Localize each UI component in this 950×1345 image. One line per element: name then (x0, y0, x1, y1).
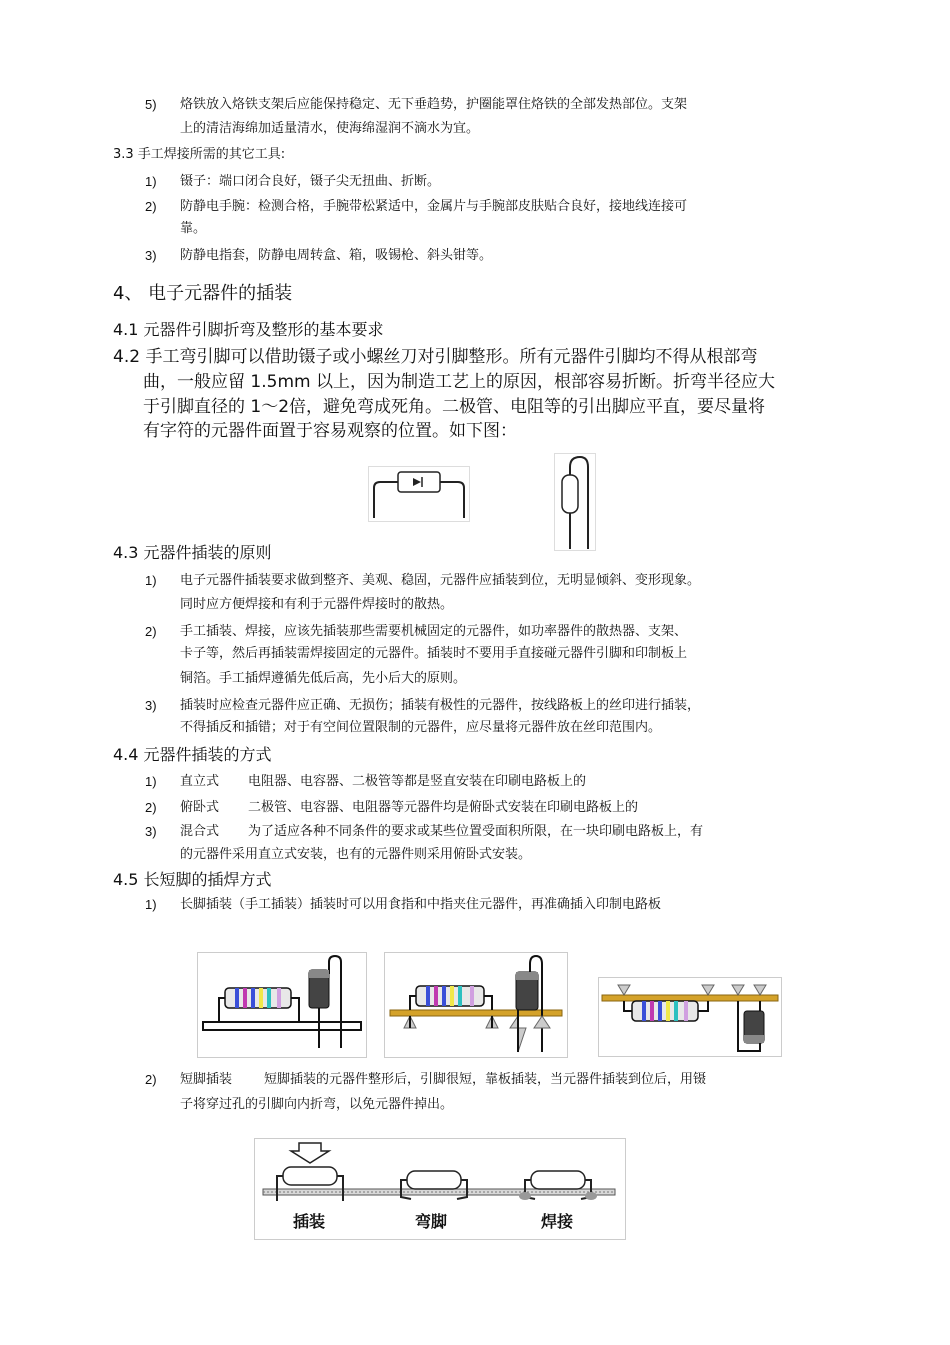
list-text: 镊子：端口闭合良好，镊子尖无扭曲、折断。 (180, 174, 441, 189)
list-text: 不得插反和插错；对于有空间位置限制的元器件，应尽量将元器件放在丝印范围内。 (180, 720, 662, 735)
section-heading: 3.3 手工焊接所需的其它工具: (113, 147, 286, 162)
list-number: 1) (145, 174, 157, 189)
section-heading: 4.4 元器件插装的方式 (113, 745, 272, 764)
list-text: 防静电指套，防静电周转盒、箱，吸锡枪、斜头钳等。 (180, 248, 493, 263)
list-text: 长脚插装（手工插装）插装时可以用食指和中指夹住元器件，再准确插入印制电路板 (180, 897, 662, 912)
long-lead-figure-1 (197, 952, 367, 1058)
long-lead-figure-3 (598, 977, 782, 1057)
long-lead-figure-2 (384, 952, 568, 1058)
mount-type-label: 俯卧式 (180, 800, 220, 815)
list-number: 1) (145, 897, 157, 912)
section-heading: 4.3 元器件插装的原则 (113, 543, 272, 562)
paragraph-line: 4.2 手工弯引脚可以借助镊子或小螺丝刀对引脚整形。所有元器件引脚均不得从根部弯 (113, 347, 758, 367)
list-number: 1) (145, 774, 157, 789)
section-heading: 4.5 长短脚的插焊方式 (113, 870, 272, 889)
step-label-bend: 弯脚 (415, 1212, 448, 1231)
list-number: 3) (145, 248, 157, 263)
list-text: 铜箔。手工插焊遵循先低后高，先小后大的原则。 (180, 671, 467, 686)
list-text: 防静电手腕：检测合格，手腕带松紧适中，金属片与手腕部皮肤贴合良好，接地线连接可 (180, 199, 688, 214)
list-text: 二极管、电容器、电阻器等元器件均是俯卧式安装在印刷电路板上的 (248, 800, 639, 815)
mount-type-label: 短脚插装 (180, 1072, 233, 1087)
step-label-solder: 焊接 (541, 1212, 574, 1231)
list-number: 1) (145, 573, 157, 588)
section-heading: 4.1 元器件引脚折弯及整形的基本要求 (113, 320, 384, 339)
list-number: 3) (145, 698, 157, 713)
mount-type-label: 混合式 (180, 824, 220, 839)
list-number: 3) (145, 824, 157, 839)
list-text: 手工插装、焊接，应该先插装那些需要机械固定的元器件，如功率器件的散热器、支架、 (180, 624, 688, 639)
list-number: 2) (145, 1072, 157, 1087)
list-text: 为了适应各种不同条件的要求或某些位置受面积所限，在一块印刷电路板上，有 (248, 824, 704, 839)
list-number: 5) (145, 97, 157, 112)
list-text: 卡子等，然后再插装需焊接固定的元器件。插装时不要用手直接碰元器件引脚和印制板上 (180, 646, 688, 661)
mount-type-label: 直立式 (180, 774, 220, 789)
paragraph-line: 有字符的元器件面置于容易观察的位置。如下图： (143, 421, 517, 441)
list-text: 上的清洁海绵加适量清水，使海绵湿润不滴水为宜。 (180, 121, 480, 136)
list-number: 2) (145, 624, 157, 639)
list-text: 电阻器、电容器、二极管等都是竖直安装在印刷电路板上的 (248, 774, 587, 789)
list-text: 烙铁放入烙铁支架后应能保持稳定、无下垂趋势，护圈能罩住烙铁的全部发热部位。支架 (180, 97, 688, 112)
diode-horizontal-figure (368, 466, 470, 522)
list-text: 的元器件采用直立式安装，也有的元器件则采用俯卧式安装。 (180, 847, 532, 862)
step-label-insert: 插装 (293, 1212, 326, 1231)
list-number: 2) (145, 800, 157, 815)
list-text: 插装时应检查元器件应正确、无损伤；插装有极性的元器件，按线路板上的丝印进行插装， (180, 698, 701, 713)
resistor-vertical-figure (554, 453, 596, 551)
list-text: 子将穿过孔的引脚向内折弯，以免元器件掉出。 (180, 1097, 454, 1112)
list-text: 短脚插装的元器件整形后，引脚很短，靠板插装，当元器件插装到位后，用镊 (264, 1072, 707, 1087)
list-text: 同时应方便焊接和有利于元器件焊接时的散热。 (180, 597, 454, 612)
list-number: 2) (145, 199, 157, 214)
list-text: 电子元器件插装要求做到整齐、美观、稳固，元器件应插装到位，无明显倾斜、变形现象。 (180, 573, 701, 588)
chapter-heading: 4、 电子元器件的插装 (113, 283, 293, 304)
list-text: 靠。 (180, 221, 207, 236)
paragraph-line: 于引脚直径的 1～2倍，避免弯成死角。二极管、电阻等的引出脚应平直，要尽量将 (143, 397, 766, 417)
short-lead-figure (254, 1138, 626, 1240)
paragraph-line: 曲，一般应留 1.5mm 以上，因为制造工艺上的原因，根部容易折断。折弯半径应大 (143, 372, 775, 392)
